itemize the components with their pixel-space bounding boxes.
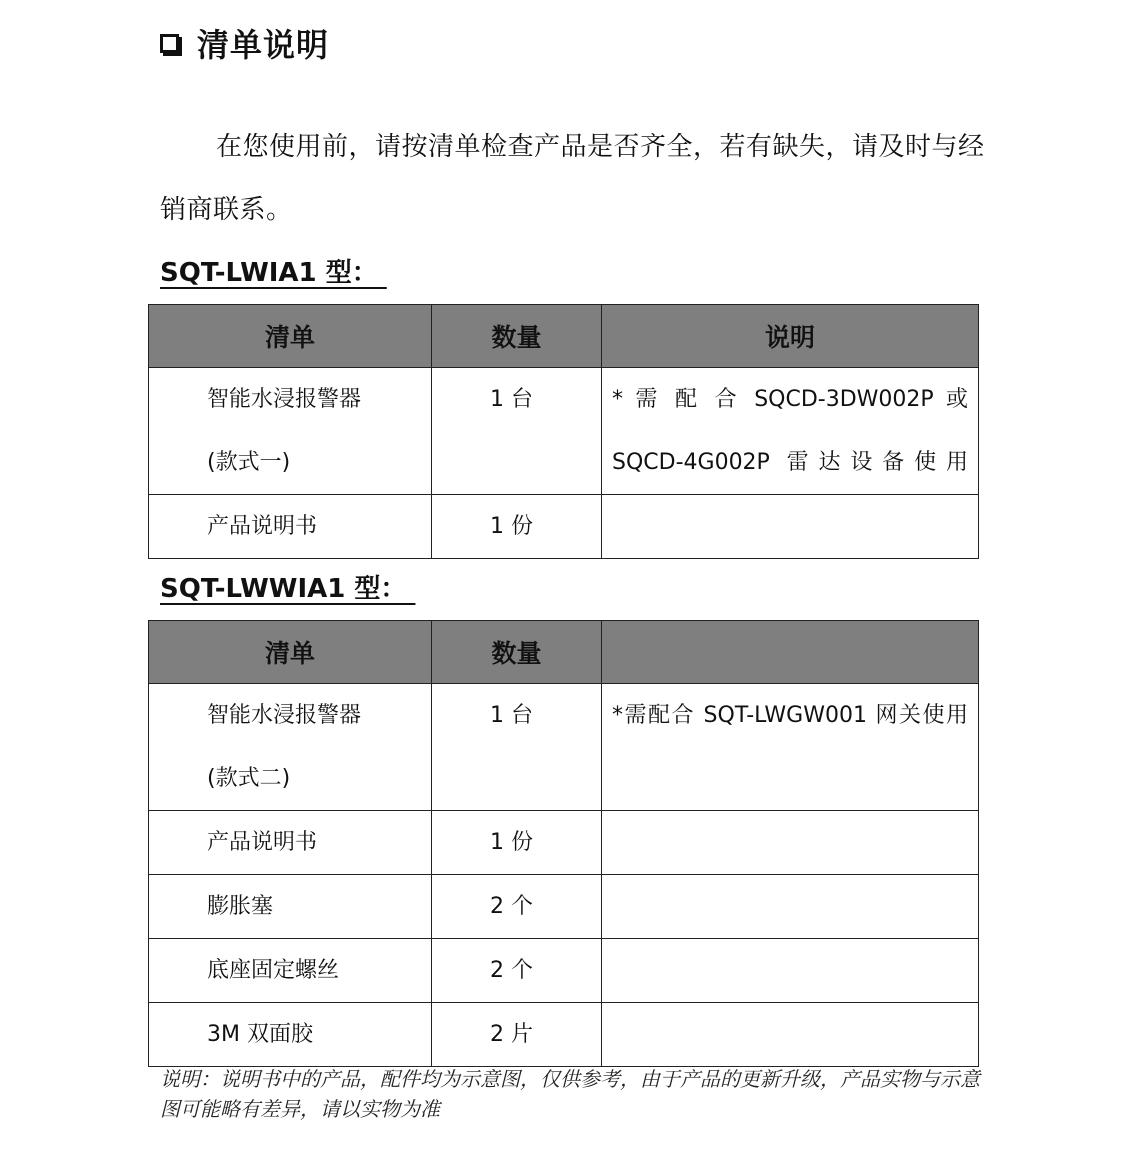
table-row bbox=[149, 875, 979, 939]
checklist-table-lwia1 bbox=[148, 304, 979, 559]
item-name-line1: 智能水浸报警器 bbox=[207, 387, 362, 412]
table-header-row bbox=[149, 621, 979, 684]
table-row bbox=[149, 939, 979, 1003]
checkbox-icon bbox=[160, 34, 179, 53]
item-note bbox=[602, 939, 979, 1003]
heading-title: 清单说明 bbox=[197, 26, 330, 64]
item-name-line1: 智能水浸报警器 bbox=[207, 703, 362, 728]
item-note: * 需 配 合 SQCD-3DW002P 或 SQCD-4G002P 雷达设备使用 bbox=[602, 368, 979, 495]
item-note: *需配合 SQT-LWGW001 网关使用 bbox=[602, 684, 979, 811]
item-note bbox=[602, 875, 979, 939]
item-name bbox=[149, 684, 432, 811]
item-name: 底座固定螺丝 bbox=[149, 939, 432, 1003]
item-name: 膨胀塞 bbox=[149, 875, 432, 939]
footnote: 说明：说明书中的产品，配件均为示意图，仅供参考，由于产品的更新升级，产品实物与示意图可能略有差异，请以实物为准 bbox=[160, 1067, 980, 1121]
table-row bbox=[149, 684, 979, 811]
column-header-quantity: 数量 bbox=[432, 305, 602, 368]
model-title-lwwia1: SQT-LWWIA1 型： bbox=[160, 574, 416, 604]
column-header-list: 清单 bbox=[149, 305, 432, 368]
item-name: 3M 双面胶 bbox=[149, 1003, 432, 1067]
column-header-note bbox=[602, 621, 979, 684]
column-header-list: 清单 bbox=[149, 621, 432, 684]
table-row bbox=[149, 811, 979, 875]
table-row bbox=[149, 495, 979, 559]
item-name-line2: (款式一) bbox=[207, 450, 291, 475]
table-row bbox=[149, 1003, 979, 1067]
item-name bbox=[149, 368, 432, 495]
section-heading bbox=[160, 20, 329, 66]
item-name-line2: (款式二) bbox=[207, 766, 291, 791]
item-note bbox=[602, 811, 979, 875]
item-quantity: 2 个 bbox=[432, 875, 602, 939]
item-quantity: 2 个 bbox=[432, 939, 602, 1003]
model-title-lwia1: SQT-LWIA1 型： bbox=[160, 258, 387, 288]
item-quantity: 1 台 bbox=[432, 368, 602, 495]
item-quantity: 1 台 bbox=[432, 684, 602, 811]
item-note bbox=[602, 495, 979, 559]
item-quantity: 1 份 bbox=[432, 811, 602, 875]
item-name: 产品说明书 bbox=[149, 811, 432, 875]
item-name: 产品说明书 bbox=[149, 495, 432, 559]
table-row bbox=[149, 368, 979, 495]
column-header-quantity: 数量 bbox=[432, 621, 602, 684]
item-quantity: 2 片 bbox=[432, 1003, 602, 1067]
item-note bbox=[602, 1003, 979, 1067]
item-quantity: 1 份 bbox=[432, 495, 602, 559]
intro-paragraph: 在您使用前，请按清单检查产品是否齐全，若有缺失，请及时与经销商联系。 bbox=[160, 132, 985, 225]
table-header-row bbox=[149, 305, 979, 368]
column-header-note: 说明 bbox=[602, 305, 979, 368]
checklist-table-lwwia1 bbox=[148, 620, 979, 1067]
